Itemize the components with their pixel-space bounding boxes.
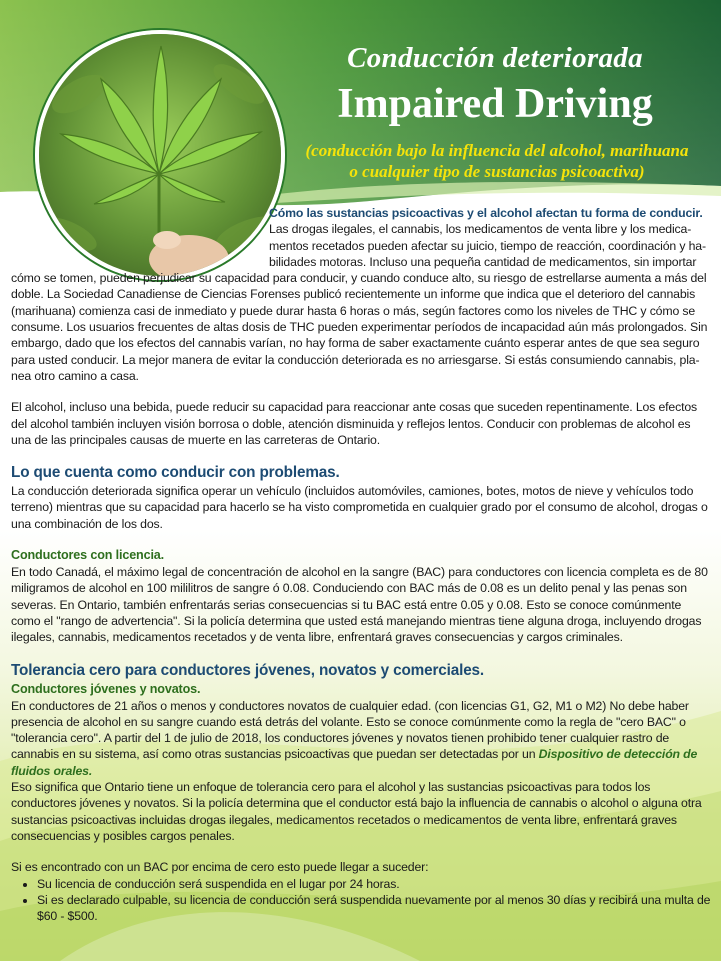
consequences-list — [11, 876, 711, 925]
section-subheading-young: Conductores jóvenes y novatos. — [11, 681, 201, 696]
oral-fluid-device-term: Dispositivo de detección de fluidos orales. — [11, 747, 698, 778]
intro-heading: Cómo las sustancias psicoactivas y el alcohol afectan tu forma de conducir. — [269, 206, 703, 220]
section-text-counts: La conducción deteriorada significa operar un vehículo (incluidos automóviles, camiones, botes, motos de nieve y vehículos todo terreno) mientras que su capacidad para hacerlo se ha visto comprometida en cualquier grado por el consumo de alcohol, drogas o una combinación de los dos. — [11, 484, 708, 531]
title-english: Impaired Driving — [337, 81, 653, 127]
title-spanish: Conducción deteriorada — [347, 42, 643, 74]
section-heading-counts: Lo que cuenta como conducir con problemas. — [11, 464, 340, 482]
subtitle-line-2: o cualquier tipo de sustancias psicoactiva) — [349, 162, 645, 181]
intro-paragraph — [269, 205, 711, 270]
intro-text-indented: Las drogas ilegales, el cannabis, los medicamentos de venta libre y los medica-mentos recetados pueden afectar su juicio, tiempo de reacción, coordinación y ha-bilidades motoras. Incluso una pequeña cantidad de medicamentos, sin importar — [269, 222, 706, 269]
section-text-licensed: En todo Canadá, el máximo legal de concentración de alcohol en la sangre (BAC) para conductores con licencia completa es de 80 miligramos de alcohol en 100 mililitros de sangre ó 0.08. Conduciendo con BAC más de 0.08 es un delito penal y las penas son severas. En Ontario, también enfrentarás serias consecuencias si tu BAC está entre 0.05 y 0.08. Esto se conoce comúnmente como el "rango de advertencia". Si la policía determina que usted está manejando mientras tiene alguna droga, incluyendo drogas ilegales, cannabis, medicamentos recetados y de venta libre, enfrentará graves consecuencias y cargos criminales. — [11, 565, 708, 645]
intro-text-full: cómo se tomen, pueden perjudicar su capacidad para conducir, y cuando conduce alto, su riesgo de estrellarse aumenta a más del doble. La Sociedad Canadiense de Ciencias Forenses publicó recientemente un informe que indica que el deterioro del cannabis (marihuana) comienza casi de inmediato y puede durar hasta 6 horas o más, según factores como los niveles de THC y cómo se consume. Los usuarios frecuentes de altas dosis de THC pueden experimentar períodos de incapacidad aún más prolongados. Sin embargo, dado que los efectos del cannabis varían, no hay forma de saber exactamente cuánto esperar antes de que sea seguro para usted conducir. La mejor manera de evitar la conducción deteriorada es no arriesgarse. Si estás consumiendo cannabis, pla-nea otro camino a casa. — [11, 271, 708, 383]
section-heading-zero-tolerance: Tolerancia cero para conductores jóvenes, novatos y comerciales. — [11, 661, 485, 679]
subtitle-line-1: (conducción bajo la influencia del alcohol, marihuana — [305, 141, 689, 160]
section-heading-licensed: Conductores con licencia. — [11, 548, 165, 563]
list-item: • Su licencia de conducción será suspendida en el lugar por 24 horas. — [37, 876, 711, 892]
alcohol-paragraph: El alcohol, incluso una bebida, puede reducir su capacidad para reaccionar ante cosas que suceden repentinamente. Los efectos del alcohol también incluyen visión borrosa o doble, atención disminuida y reflejos lentos. Conducir con problemas de alcohol es una de las principales causas de muerte en las carreteras de Ontario. — [11, 400, 698, 447]
body-content — [11, 205, 711, 924]
section-text-zero-tolerance — [11, 698, 711, 779]
subtitle — [282, 140, 712, 182]
consequences-intro: Si es encontrado con un BAC por encima de cero esto puede llegar a suceder: — [11, 860, 429, 875]
section-text-zero-after: Eso significa que Ontario tiene un enfoque de tolerancia cero para el alcohol y las sustancias psicoactivas para todos los conductores jóvenes y novatos. Si la policía determina que el conductor está bajo la influencia de cannabis o alcohol o alguna otra sustancias psicoactivas incluidas drogas ilegales, medicamentos recetados o medicamentos de venta libre, enfrentará graves consecuencias y posibles cargos penales. — [11, 780, 702, 843]
zero-text-before: En conductores de 21 años o menos y conductores novatos de cualquier edad. (con licencias G1, G2, M1 o M2) No debe haber presencia de alcohol en su sangre cuando está detrás del volante. Esto se conoce comúnmente como la regla de "cero BAC" o "tolerancia cero". A partir del 1 de julio de 2018, los conductores jóvenes y novatos tienen prohibido tener cualquier rastro de cannabis en su sistema, así como otras sustancias psicoactivas que puedan ser detectadas por un — [11, 698, 689, 762]
list-item: • Si es declarado culpable, su licencia de conducción será suspendida nuevamente por al menos 30 días y recibirá una multa de $60 - $500. — [37, 892, 711, 925]
